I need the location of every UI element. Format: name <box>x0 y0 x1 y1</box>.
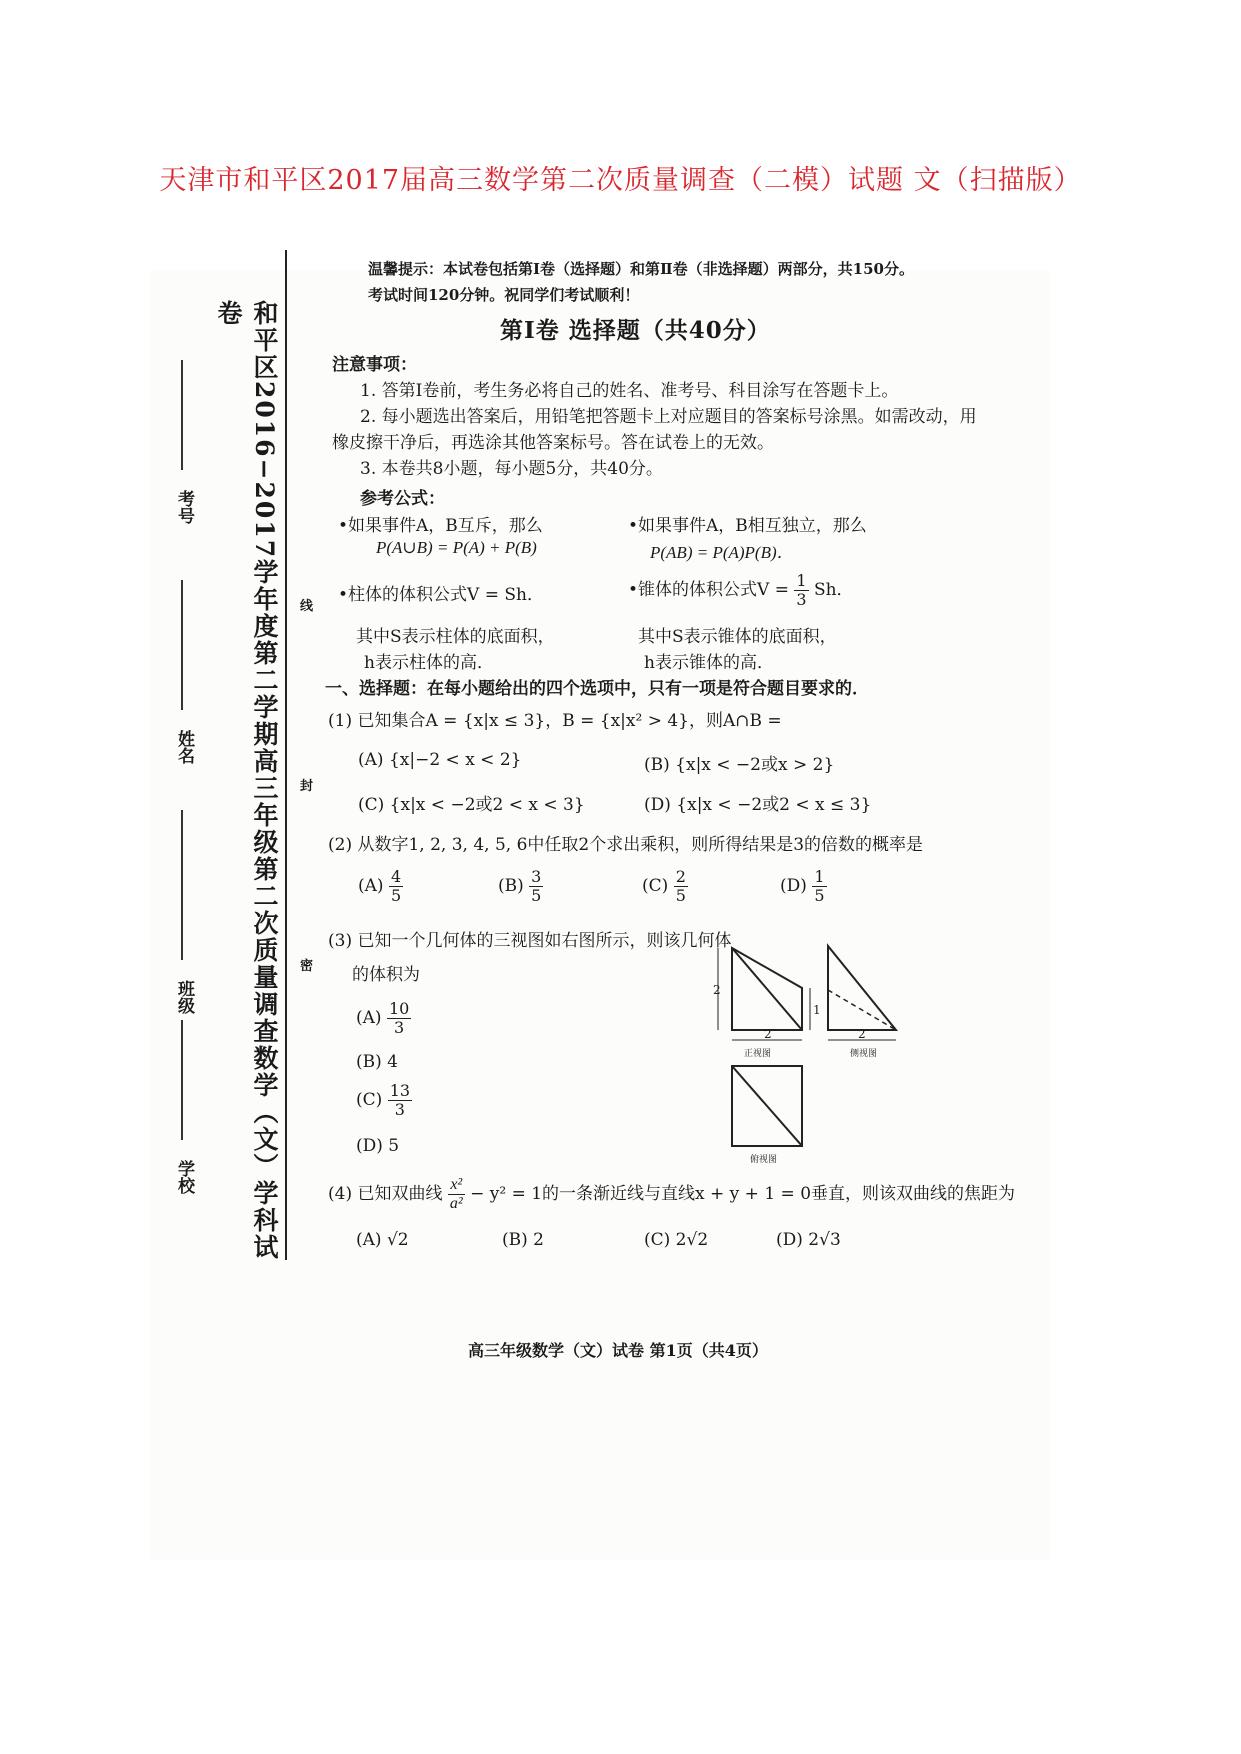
question-2-option-d: (D) $\frac{1}{5}$ <box>780 867 825 905</box>
formulas-heading: 参考公式： <box>360 489 445 509</box>
notice-line-1: 温馨提示：本试卷包括第Ⅰ卷（选择题）和第Ⅱ卷（非选择题）两部分，共150分。 <box>368 260 914 278</box>
notice-line-2: 考试时间120分钟。祝同学们考试顺利！ <box>368 286 640 304</box>
binding-vertical-title: 和平区2016−2017学年度第二学期高三年级第二次质量调查数学（文）学科试卷 <box>214 300 279 1262</box>
question-1-option-c: (C) {x|x < −2或2 < x < 3} <box>358 795 585 815</box>
question-4-option-b: (B) 2 <box>502 1230 544 1250</box>
scanned-page <box>150 260 1050 1560</box>
class-field: 班级 <box>172 980 197 1014</box>
question-1-option-d: (D) {x|x < −2或2 < x ≤ 3} <box>644 795 872 815</box>
side-view-label: 侧视图 <box>850 1049 878 1059</box>
top-view-label: 俯视图 <box>750 1155 778 1165</box>
seal-mark-secret: 密 <box>300 959 314 974</box>
formula-3-note-2: h表示柱体的高． <box>364 653 494 673</box>
question-2-option-a: (A) $\frac{4}{5}$ <box>358 867 402 905</box>
section-title: 第Ⅰ卷 选择题（共40分） <box>500 317 771 344</box>
instructions-heading: 注意事项： <box>332 355 417 375</box>
part-heading: 一、选择题：在每小题给出的四个选项中，只有一项是符合题目要求的． <box>325 679 869 699</box>
page-footer: 高三年级数学（文）试卷 第1页（共4页） <box>468 1341 768 1360</box>
front-right-height-label: 1 <box>813 1003 821 1017</box>
instruction-2b: 橡皮擦干净后，再选涂其他答案标号。答在试卷上的无效。 <box>332 433 774 453</box>
formula-4-note-1: 其中S表示锥体的底面积， <box>638 627 837 647</box>
question-1-option-b: (B) {x|x < −2或x > 2} <box>644 755 835 775</box>
front-height-label: 2 <box>713 983 721 997</box>
question-2-option-c: (C) $\frac{2}{5}$ <box>642 867 686 905</box>
document-title: 天津市和平区2017届高三数学第二次质量调查（二模）试题 文（扫描版） <box>159 165 1082 196</box>
formula-2-math: P(AB) = P(A)P(B)． <box>650 543 794 562</box>
seal-mark-seal: 封 <box>300 779 314 794</box>
instruction-2a: 2. 每小题选出答案后，用铅笔把答题卡上对应题目的答案标号涂黑。如需改动，用 <box>360 407 977 427</box>
question-4-option-c: (C) 2√2 <box>644 1230 709 1250</box>
formula-1-text: •如果事件A，B互斥，那么 <box>338 516 543 536</box>
seal-mark-line: 线 <box>300 599 314 614</box>
school-field: 学校 <box>172 1160 197 1194</box>
question-1-stem: (1) 已知集合A = {x|x ≤ 3}，B = {x|x² > 4}，则A∩B = <box>328 711 782 731</box>
question-3-option-c: (C) $\frac{13}{3}$ <box>356 1081 411 1119</box>
question-4-option-a: (A) √2 <box>356 1230 409 1250</box>
question-4-option-d: (D) 2√3 <box>776 1230 841 1250</box>
formula-1-math: P(A∪B) = P(A) + P(B) <box>376 538 537 557</box>
name-field: 姓名 <box>172 730 197 764</box>
exam-number-field: 考号 <box>172 490 197 524</box>
side-view <box>828 946 896 1040</box>
question-1-option-a: (A) {x|−2 < x < 2} <box>358 750 522 770</box>
formula-4: •锥体的体积公式V = $\frac{1}{3}$ Sh． <box>628 571 854 609</box>
question-2-option-b: (B) $\frac{3}{5}$ <box>498 867 542 905</box>
instruction-3: 3. 本卷共8小题，每小题5分，共40分。 <box>360 459 663 479</box>
question-3-option-b: (B) 4 <box>356 1052 398 1072</box>
formula-4-note-2: h表示锥体的高． <box>644 653 774 673</box>
question-3-stem-1: (3) 已知一个几何体的三视图如右图所示，则该几何体 <box>328 931 732 951</box>
front-view-label: 正视图 <box>744 1049 772 1059</box>
fraction-one-third: $\frac{1}{3}$ <box>796 571 807 609</box>
side-width-label: 2 <box>858 1027 866 1041</box>
formula-3-note-1: 其中S表示柱体的底面积， <box>356 627 555 647</box>
question-3-option-a: (A) $\frac{10}{3}$ <box>356 999 410 1037</box>
formula-2-text: •如果事件A，B相互独立，那么 <box>628 516 867 536</box>
three-view-figure <box>710 938 910 1168</box>
binding-line <box>285 250 287 1260</box>
question-2-stem: (2) 从数字1, 2, 3, 4, 5, 6中任取2个求出乘积，则所得结果是3的倍数的概率是 <box>328 835 924 855</box>
question-3-stem-2: 的体积为 <box>352 965 420 985</box>
question-4-stem: (4) 已知双曲线 $\frac{\text{x²}}{\text{a²}}$ − y² = 1的一条渐近线与直线x + y + 1 = 0垂直，则该双曲线的焦距为 <box>328 1176 1016 1212</box>
question-3-option-d: (D) 5 <box>356 1136 400 1156</box>
front-width-label: 2 <box>764 1027 772 1041</box>
formula-3: •柱体的体积公式V = Sh． <box>338 585 544 605</box>
top-view <box>732 1066 802 1146</box>
instruction-1: 1. 答第Ⅰ卷前，考生务必将自己的姓名、准考号、科目涂写在答题卡上。 <box>360 381 899 401</box>
